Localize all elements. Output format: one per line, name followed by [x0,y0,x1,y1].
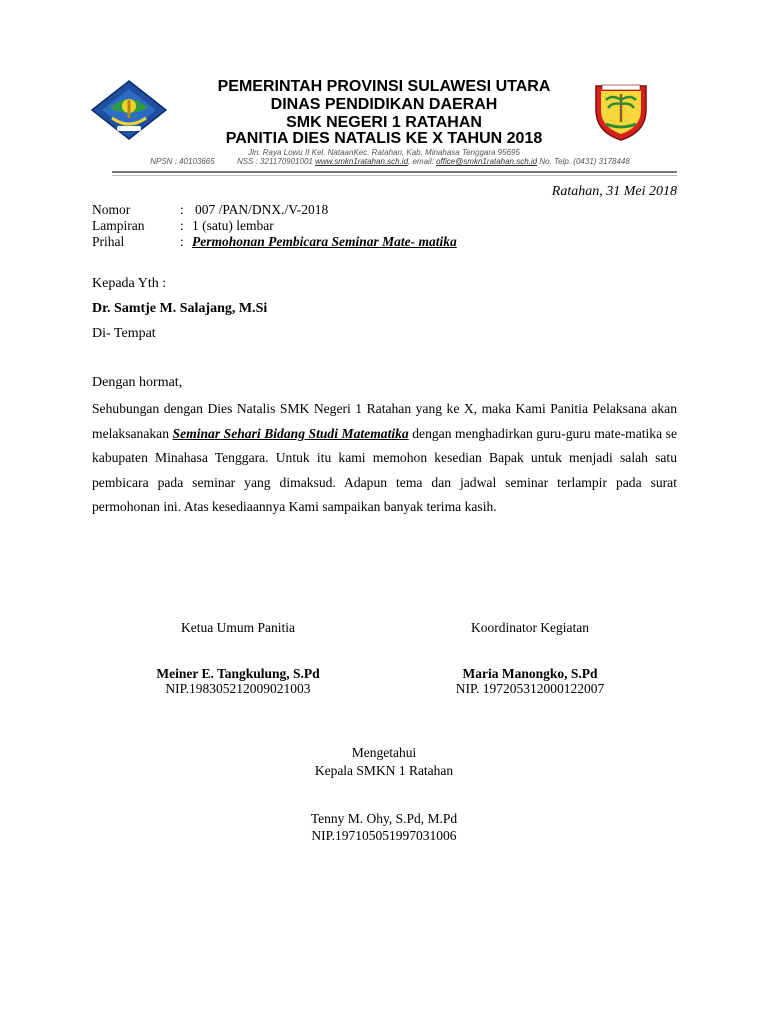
lampiran-label: Lampiran [92,218,145,233]
npsn-text: NPSN : 40103665 [150,157,215,166]
body-part2: dengan menghadirkan guru-guru mate-matika se kabupaten Minahasa Tenggara. Untuk itu kami memohon kesedian Bapak untuk menjadi salah satu pembicara pada seminar yang dimaksud. Adapun tema dan jadwal seminar terlampir pada surat permohonan ini. Atas kesediaannya Kami sampaikan banyak terima kasih. [92,425,677,515]
nss-text: NSS : 321170901001 [236,157,313,166]
prihal-colon: : [180,234,184,249]
letterhead-address: Jln. Raya Lowu II Kel. NataanKec. Ratahan, Kab. Minahasa Tenggara 95695 [248,148,520,157]
lampiran-colon: : [180,218,184,233]
prihal-row [92,234,457,250]
prihal-label: Prihal [92,234,125,249]
letterhead-government: PEMERINTAH PROVINSI SULAWESI UTARA [217,78,551,95]
center-sign-acknowledge: Mengetahui [351,745,417,760]
left-sign-nip: NIP.198305212009021003 [165,681,311,696]
letterhead-divider-thin [112,175,677,176]
email-label: , email: [408,157,434,166]
nomor-row [92,202,328,218]
letter-date: Ratahan, 31 Mei 2018 [551,184,677,199]
di-tempat-text: Di- Tempat [92,326,156,341]
center-sign-nip: NIP.197105051997031006 [311,828,457,843]
nomor-label: Nomor [92,202,131,217]
lampiran-row [92,218,274,234]
seminar-title: Seminar Sehari Bidang Studi Matematika [172,425,409,441]
letterhead-committee: PANITIA DIES NATALIS KE X TAHUN 2018 [225,130,543,147]
center-sign-role: Kepala SMKN 1 Ratahan [314,763,454,778]
left-sign-name: Meiner E. Tangkulung, S.Pd [156,666,320,681]
kepada-text: Kepada Yth : [92,276,167,291]
regency-emblem-logo [590,80,652,142]
left-sign-role: Ketua Umum Panitia [181,620,295,635]
prihal-value: Permohonan Pembicara Seminar Mate- matika [192,234,457,249]
provincial-emblem-logo [88,78,170,142]
greeting-text: Dengan hormat, [92,375,183,390]
body-part1: Sehubungan dengan Dies Natalis SMK Negeri 1 Ratahan yang ke X, maka Kami Panitia Pelaksana akan melaksanakan [92,401,677,441]
website-link[interactable]: www.smkn1ratahan.sch.id [315,157,409,166]
letterhead-contact [90,157,690,166]
right-sign-role: Koordinator Kegiatan [470,620,590,635]
letterhead-department: DINAS PENDIDIKAN DAERAH [270,96,498,113]
right-sign-name: Maria Manongko, S.Pd [462,666,598,681]
nomor-colon: : [180,202,184,217]
center-sign-name: Tenny M. Ohy, S.Pd, M.Pd [310,811,458,826]
body-paragraph [92,397,677,520]
letterhead-divider [112,171,677,173]
phone-text: No. Telp. (0431) 3178448 [539,157,630,166]
recipient-name: Dr. Samtje M. Salajang, M.Si [92,301,268,316]
email-link[interactable]: office@smkn1ratahan.sch.id [436,157,538,166]
right-sign-nip: NIP. 197205312000122007 [455,681,605,696]
nomor-value: 007 /PAN/DNX./V-2018 [195,202,329,217]
letterhead-school: SMK NEGERI 1 RATAHAN [286,114,482,131]
lampiran-value: 1 (satu) lembar [192,218,274,233]
